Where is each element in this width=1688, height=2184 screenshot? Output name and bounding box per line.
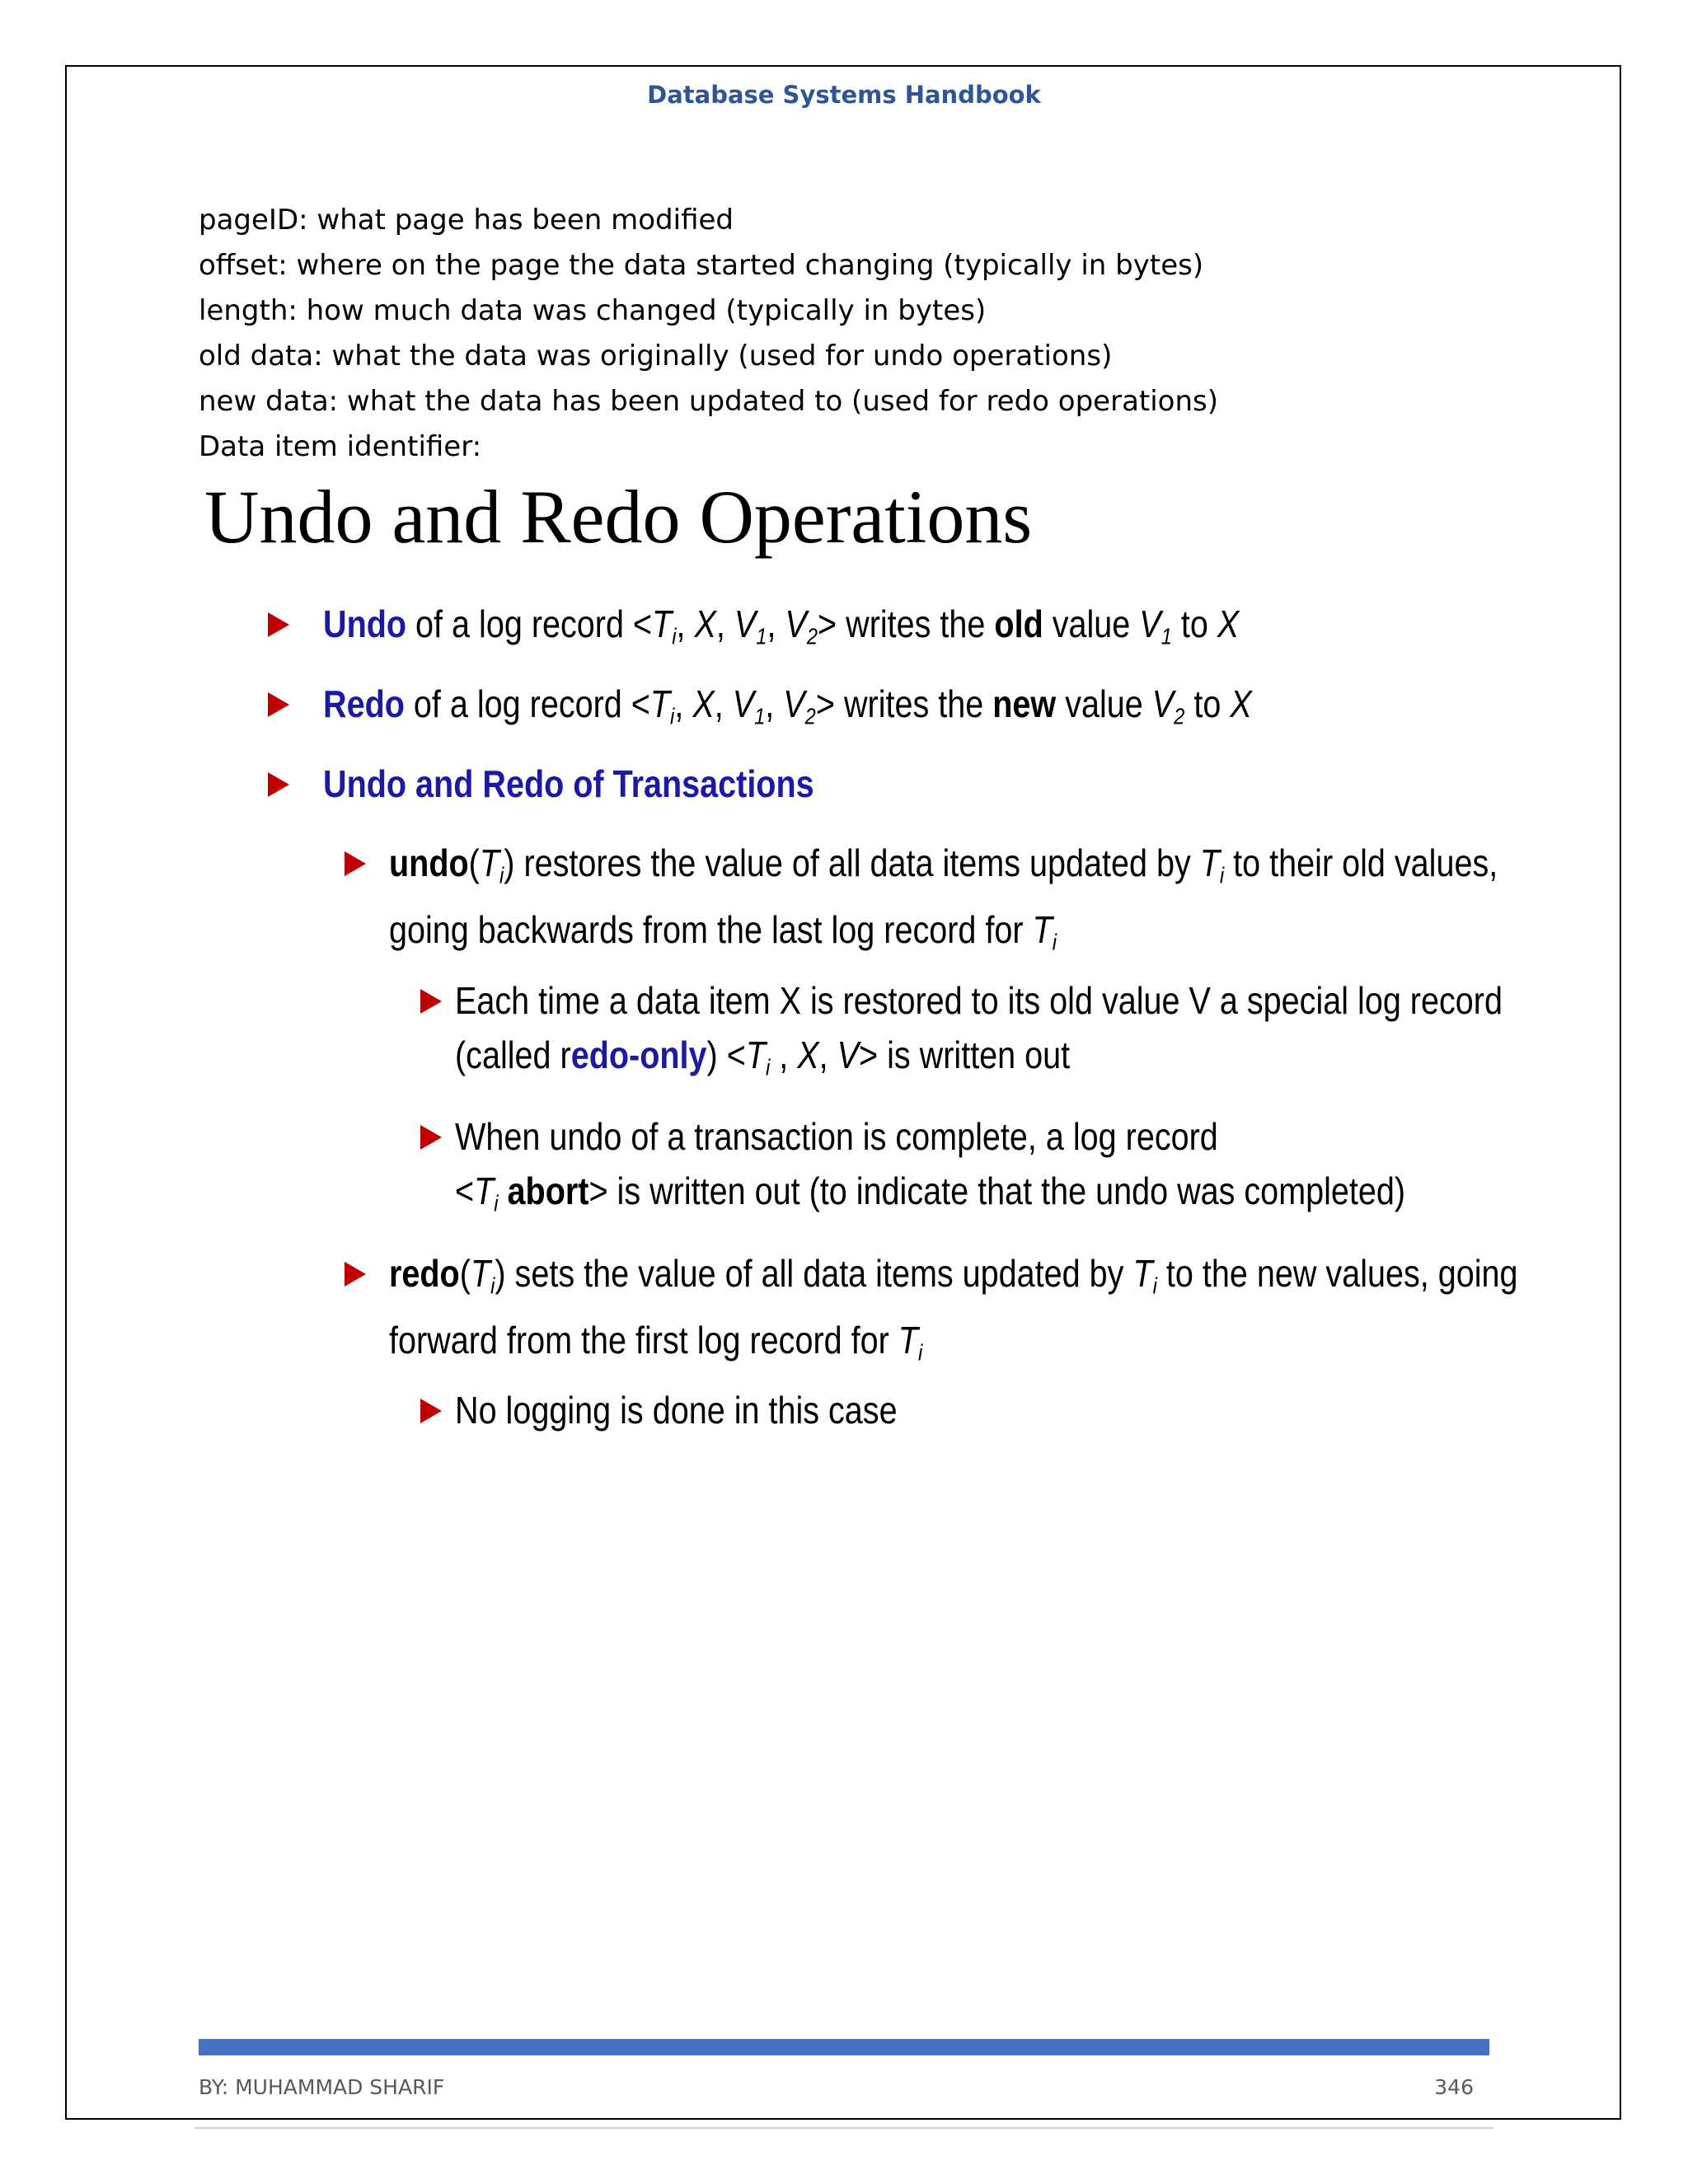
field-line-pageid: pageID: what page has been modified bbox=[199, 204, 734, 237]
bullet-undo-redo-transactions: Undo and Redo of Transactions bbox=[323, 762, 814, 805]
bullet-triangle-icon bbox=[345, 851, 366, 876]
bullet-redo-only-record: Each time a data item X is restored to its old value V a special log record (called redo-only) $<T_i$ , X, V> is written out bbox=[455, 979, 1503, 1080]
page-header-title: Database Systems Handbook bbox=[647, 81, 1041, 109]
bullet-triangle-icon bbox=[268, 692, 289, 717]
bullet-redo-log-record: Redo of a log record $<T_i$, X, $V_1$, $V_2>$ writes the new value $V_2$ to X bbox=[323, 682, 1252, 729]
bullet-triangle-icon bbox=[420, 989, 442, 1014]
bullet-redo-ti: $redo(T_i)$ sets the value of all data items updated by $T_i$ to the new values, going forward from the first log record for $T_i$ bbox=[389, 1252, 1518, 1366]
field-line-new-data: new data: what the data has been updated to (used for redo operations) bbox=[199, 385, 1219, 418]
field-line-length: length: how much data was changed (typically in bytes) bbox=[199, 294, 987, 327]
bullet-triangle-icon bbox=[420, 1125, 442, 1150]
page-number: 346 bbox=[1434, 2075, 1474, 2099]
footer-author: BY: MUHAMMAD SHARIF bbox=[199, 2075, 445, 2099]
bullet-abort-record: When undo of a transaction is complete, a log record $<T_i$ abort> is written out (to indicate that the undo was completed) bbox=[455, 1115, 1406, 1216]
field-line-data-item-id: Data item identifier: bbox=[199, 430, 482, 463]
bullet-triangle-icon bbox=[345, 1262, 366, 1286]
bullet-triangle-icon bbox=[420, 1399, 442, 1423]
field-line-offset: offset: where on the page the data started changing (typically in bytes) bbox=[199, 249, 1204, 282]
bullet-undo-log-record: Undo of a log record $<T_i$, X, $V_1$, $V_2>$ writes the old value $V_1$ to X bbox=[323, 602, 1240, 649]
slide-title: Undo and Redo Operations bbox=[204, 475, 1033, 559]
bullet-triangle-icon bbox=[268, 772, 289, 797]
footer-bar bbox=[199, 2039, 1489, 2055]
bottom-rule bbox=[195, 2127, 1493, 2129]
bullet-no-logging: No logging is done in this case bbox=[455, 1389, 898, 1432]
bullet-undo-ti: $undo(T_i)$ restores the value of all data items updated by $T_i$ to their old values, going backwards from the last log record for $T_i$ bbox=[389, 841, 1498, 955]
bullet-triangle-icon bbox=[268, 612, 289, 637]
field-line-old-data: old data: what the data was originally (used for undo operations) bbox=[199, 340, 1113, 373]
field-definitions bbox=[199, 198, 1218, 470]
